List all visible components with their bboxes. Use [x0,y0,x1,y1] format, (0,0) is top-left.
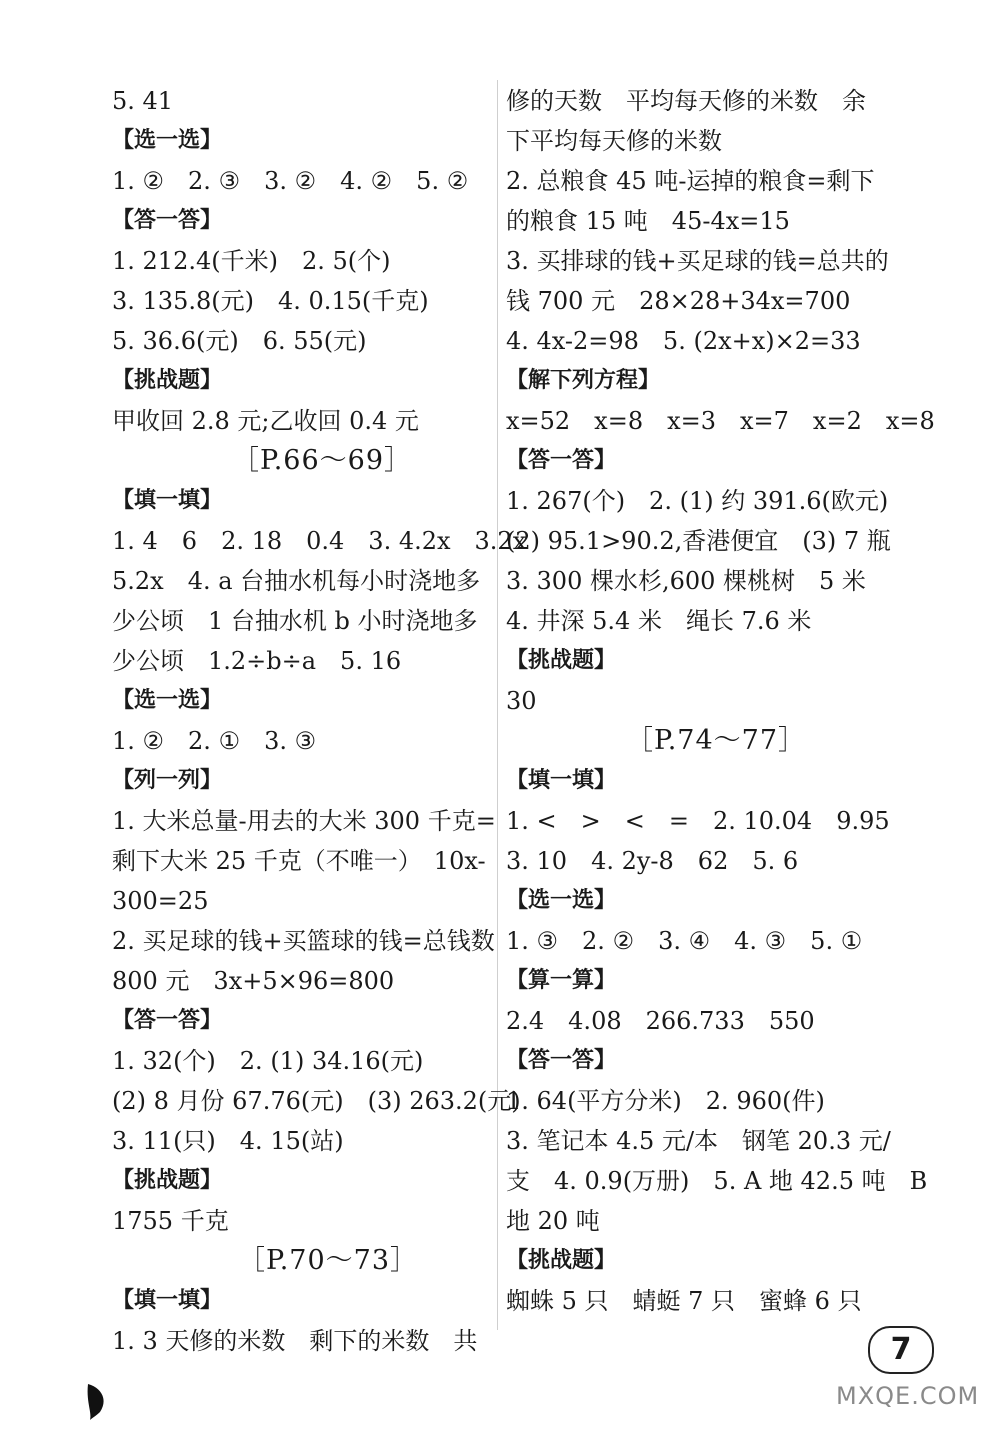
answer-line: 1. 4 6 2. 18 0.4 3. 4.2x 3.2x [112,527,527,555]
answer-line: 修的天数 平均每天修的米数 余 [506,87,866,115]
answer-line: 800 元 3x+5×96=800 [112,967,395,995]
section-heading: 【选一选】 [506,888,617,913]
answer-line: 2. 总粮食 45 吨-运掉的粮食=剩下 [506,167,875,195]
section-heading: 【选一选】 [112,128,223,153]
answer-line: 3. 135.8(元) 4. 0.15(千克) [112,287,429,315]
answer-line: 4. 井深 5.4 米 绳长 7.6 米 [506,607,812,635]
answer-line: 1. 267(个) 2. (1) 约 391.6(欧元) [506,487,889,515]
answer-line: 3. 300 棵水杉,600 棵桃树 5 米 [506,567,866,595]
leaf-icon [84,1382,110,1422]
answer-line: 甲收回 2.8 元;乙收回 0.4 元 [112,407,419,435]
answer-line: 钱 700 元 28×28+34x=700 [506,287,851,315]
answer-line: 1. 64(平方分米) 2. 960(件) [506,1087,825,1115]
answer-line: 1755 千克 [112,1207,229,1235]
section-heading: 【解下列方程】 [506,368,661,393]
section-heading: 【填一填】 [112,488,223,513]
section-heading: 【算一算】 [506,968,617,993]
answer-line: 少公顷 1 台抽水机 b 小时浇地多 [112,607,478,635]
section-heading: 【挑战题】 [112,368,223,393]
answer-line: (2) 8 月份 67.76(元) (3) 263.2(元) [112,1087,521,1115]
answer-line: 3. 买排球的钱+买足球的钱=总共的 [506,247,889,275]
answer-line: (2) 95.1>90.2,香港便宜 (3) 7 瓶 [506,527,891,555]
answer-line: 下平均每天修的米数 [506,127,722,155]
section-heading: 【列一列】 [112,768,223,793]
answer-line: 地 20 吨 [506,1207,600,1235]
section-heading: 【选一选】 [112,688,223,713]
answer-line: 1. ② 2. ① 3. ③ [112,727,317,755]
section-heading: 【挑战题】 [506,1248,617,1273]
answer-line: 30 [506,687,537,715]
answer-line: x=52 x=8 x=3 x=7 x=2 x=8 [506,407,935,435]
answer-line: 2. 买足球的钱+买篮球的钱=总钱数 [112,927,495,955]
answer-line: 3. 笔记本 4.5 元/本 钢笔 20.3 元/ [506,1127,891,1155]
answer-line: 4. 4x-2=98 5. (2x+x)×2=33 [506,327,861,355]
section-heading: 【答一答】 [112,1008,223,1033]
answer-line: 蜘蛛 5 只 蜻蜓 7 只 蜜蜂 6 只 [506,1287,862,1315]
page-range-heading: ［P.70～73］ [238,1245,418,1276]
section-heading: 【答一答】 [506,448,617,473]
section-heading: 【挑战题】 [506,648,617,673]
section-heading: 【答一答】 [506,1048,617,1073]
page-range-heading: ［P.74～77］ [626,725,806,756]
section-heading: 【挑战题】 [112,1168,223,1193]
section-heading: 【填一填】 [112,1288,223,1313]
column-divider [497,80,498,1330]
answer-line: 5.2x 4. a 台抽水机每小时浇地多 [112,567,481,595]
section-heading: 【答一答】 [112,208,223,233]
answer-line: 1. ③ 2. ② 3. ④ 4. ③ 5. ① [506,927,863,955]
page-range-heading: ［P.66～69］ [232,445,412,476]
answer-line: 剩下大米 25 千克（不唯一） 10x- [112,847,486,875]
answer-line: 1. 32(个) 2. (1) 34.16(元) [112,1047,424,1075]
answer-line: 支 4. 0.9(万册) 5. A 地 42.5 吨 B [506,1167,928,1195]
answer-line: 1. < > < = 2. 10.04 9.95 [506,807,890,835]
page-number: 7 [868,1326,934,1374]
watermark: MXQE.COM [836,1382,980,1410]
answer-line: 3. 11(只) 4. 15(站) [112,1127,344,1155]
answer-line: 的粮食 15 吨 45-4x=15 [506,207,790,235]
answer-line: 5. 36.6(元) 6. 55(元) [112,327,367,355]
answer-line: 2.4 4.08 266.733 550 [506,1007,815,1035]
answer-line: 1. 212.4(千米) 2. 5(个) [112,247,391,275]
answer-line: 5. 41 [112,87,174,115]
answer-line: 1. ② 2. ③ 3. ② 4. ② 5. ② [112,167,469,195]
answer-line: 1. 3 天修的米数 剩下的米数 共 [112,1327,478,1355]
section-heading: 【填一填】 [506,768,617,793]
answer-line: 1. 大米总量-用去的大米 300 千克= [112,807,496,835]
answer-line: 少公顷 1.2÷b÷a 5. 16 [112,647,402,675]
answer-line: 3. 10 4. 2y-8 62 5. 6 [506,847,799,875]
answer-line: 300=25 [112,887,209,915]
